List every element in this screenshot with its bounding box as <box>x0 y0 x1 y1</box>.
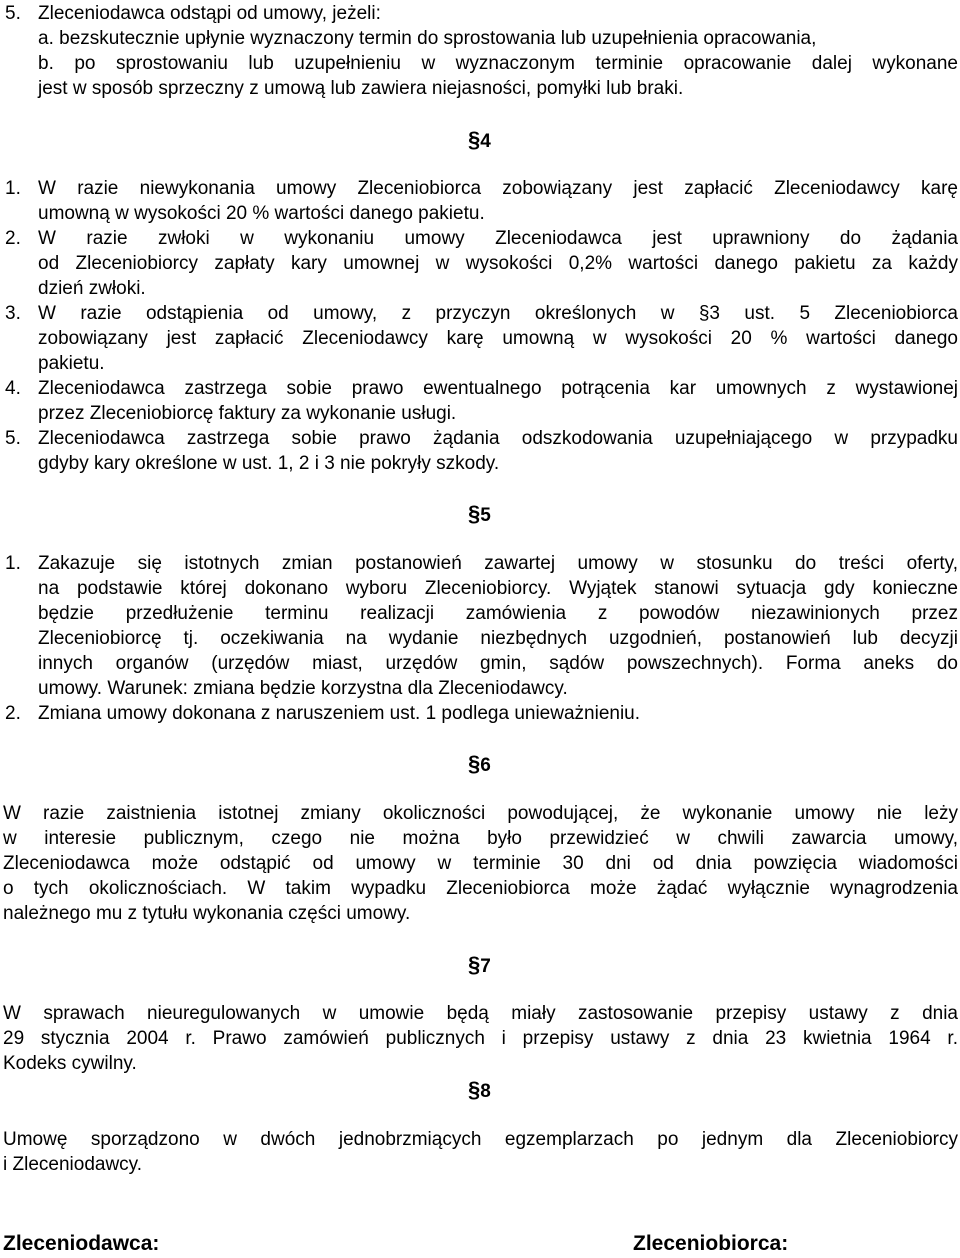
clause-sub-b-line: jest w sposób sprzeczny z umową lub zawiera niejasności, pomyłki lub braki. <box>38 78 684 99</box>
clause-intro: Zleceniodawca odstąpi od umowy, jeżeli: <box>38 3 381 24</box>
item-number: 5. <box>5 3 21 24</box>
paragraph-line: Umowę sporządzono w dwóch jednobrzmiących egzemplarzach po jednym dla Zleceniobiorcy <box>3 1129 958 1150</box>
paragraph-line: dzień zwłoki. <box>38 278 146 299</box>
section-symbol: § <box>468 127 481 152</box>
paragraph-line: Zleceniodawca zastrzega sobie prawo żądania odszkodowania uzupełniającego w przypadku <box>38 428 958 449</box>
section-number: 8 <box>480 1081 491 1102</box>
item-number: 5. <box>5 428 21 449</box>
section-symbol: § <box>468 1077 481 1102</box>
signature-label-contractor: Zleceniodawca: <box>3 1232 160 1255</box>
section-heading-6 <box>468 751 491 778</box>
paragraph-line: od Zleceniobiorcy zapłaty kary umownej w wysokości 0,2% wartości danego pakietu za każdy <box>38 253 958 274</box>
section-symbol: § <box>468 501 481 526</box>
item-number: 1. <box>5 553 21 574</box>
paragraph-line: przez Zleceniobiorcę faktury za wykonanie usługi. <box>38 403 457 424</box>
item-number: 4. <box>5 378 21 399</box>
paragraph-line: Zleceniodawca może odstąpić od umowy w terminie 30 dni od dnia powzięcia wiadomości <box>3 853 958 874</box>
section-number: 4 <box>480 131 491 152</box>
section-number: 7 <box>480 956 491 977</box>
clause-sub-b-line: b. po sprostowaniu lub uzupełnieniu w wyznaczonym terminie opracowanie dalej wykonane <box>38 53 958 74</box>
signature-label-contractee: Zleceniobiorca: <box>633 1232 789 1255</box>
section-number: 5 <box>480 505 491 526</box>
paragraph-line: umowy. Warunek: zmiana będzie korzystna dla Zleceniodawcy. <box>38 678 568 699</box>
paragraph-line: W razie zaistnienia istotnej zmiany okoliczności powodującej, że wykonanie umowy nie leży <box>3 803 958 824</box>
section-heading-4 <box>468 127 491 154</box>
paragraph-line: na podstawie której dokonano wyboru Zleceniobiorcy. Wyjątek stanowi sytuacja gdy konieczne <box>38 578 958 599</box>
section-number: 6 <box>480 755 491 776</box>
item-number: 2. <box>5 228 21 249</box>
section-heading-8 <box>468 1077 491 1104</box>
paragraph-line: 29 stycznia 2004 r. Prawo zamówień publicznych i przepisy ustawy z dnia 23 kwietnia 1964 r. <box>3 1028 958 1049</box>
paragraph-line: pakietu. <box>38 353 105 374</box>
paragraph-line: będzie przedłużenie terminu realizacji zamówienia z powodów niezawinionych przez <box>38 603 958 624</box>
paragraph-line: zobowiązany jest zapłacić Zleceniodawcy karę umowną w wysokości 20 % wartości danego <box>38 328 958 349</box>
item-number: 3. <box>5 303 21 324</box>
item-number: 1. <box>5 178 21 199</box>
paragraph-line: umowną w wysokości 20 % wartości danego pakietu. <box>38 203 485 224</box>
paragraph-line: i Zleceniodawcy. <box>3 1154 143 1175</box>
item-number: 2. <box>5 703 21 724</box>
section-symbol: § <box>468 952 481 977</box>
paragraph-line: W sprawach nieuregulowanych w umowie będą miały zastosowanie przepisy ustawy z dnia <box>3 1003 958 1024</box>
paragraph-line: Zleceniobiorcę tj. oczekiwania na wydanie niezbędnych uzgodnień, postanowień lub decyzji <box>38 628 958 649</box>
paragraph-line: innych organów (urzędów miast, urzędów gmin, sądów powszechnych). Forma aneks do <box>38 653 958 674</box>
paragraph-line: należnego mu z tytułu wykonania części umowy. <box>3 903 411 924</box>
paragraph-line: Zmiana umowy dokonana z naruszeniem ust. 1 podlega unieważnieniu. <box>38 703 641 724</box>
paragraph-line: W razie niewykonania umowy Zleceniobiorca zobowiązany jest zapłacić Zleceniodawcy karę <box>38 178 958 199</box>
clause-sub-a: a. bezskutecznie upłynie wyznaczony termin do sprostowania lub uzupełnienia opracowania, <box>38 28 817 49</box>
paragraph-line: Kodeks cywilny. <box>3 1053 137 1074</box>
paragraph-line: Zleceniodawca zastrzega sobie prawo ewentualnego potrącenia kar umownych z wystawionej <box>38 378 958 399</box>
paragraph-line: w interesie publicznym, czego nie można było przewidzieć w chwili zawarcia umowy, <box>3 828 958 849</box>
section-heading-7 <box>468 952 491 979</box>
paragraph-line: W razie odstąpienia od umowy, z przyczyn określonych w §3 ust. 5 Zleceniobiorca <box>38 303 958 324</box>
paragraph-line: W razie zwłoki w wykonaniu umowy Zleceniodawca jest uprawniony do żądania <box>38 228 958 249</box>
section-heading-5 <box>468 501 491 528</box>
paragraph-line: Zakazuje się istotnych zmian postanowień zawartej umowy w stosunku do treści oferty, <box>38 553 958 574</box>
paragraph-line: gdyby kary określone w ust. 1, 2 i 3 nie pokryły szkody. <box>38 453 500 474</box>
paragraph-line: o tych okolicznościach. W takim wypadku Zleceniobiorca może żądać wyłącznie wynagrodzenia <box>3 878 958 899</box>
section-symbol: § <box>468 751 481 776</box>
